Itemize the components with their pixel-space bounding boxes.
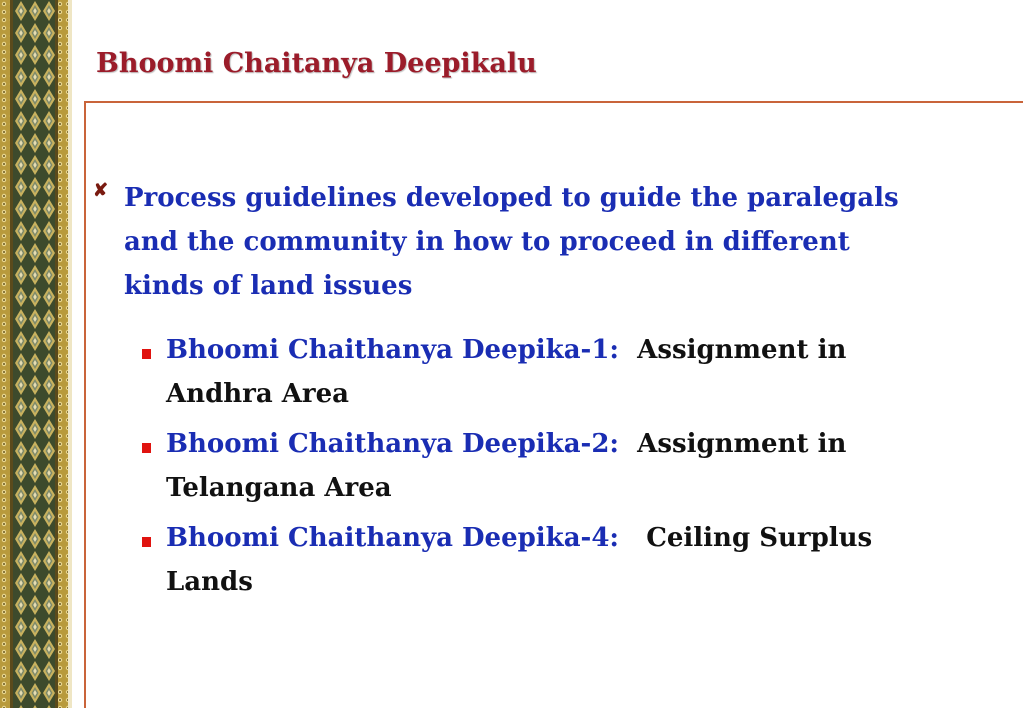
sub-bullet-ref: Bhoomi Chaithanya Deepika-2:	[166, 429, 620, 459]
red-square-icon	[142, 349, 151, 359]
title-divider	[84, 101, 1023, 103]
sub-bullet-ref: Bhoomi Chaithanya Deepika-1:	[166, 335, 620, 365]
left-divider	[84, 101, 86, 708]
sub-bullet-desc: Assignment in Telangana Area	[166, 429, 847, 503]
main-bullet-point	[93, 176, 938, 308]
sub-bullet-ref: Bhoomi Chaithanya Deepika-4:	[166, 523, 620, 553]
main-bullet-text: Process guidelines developed to guide the paralegals and the community in how to proceed in different kinds of land issues	[124, 183, 899, 301]
sub-bullet-list	[136, 328, 936, 610]
sub-bullet-desc: Assignment in Andhra Area	[166, 335, 847, 409]
sub-bullet-item	[136, 516, 936, 604]
red-square-icon	[142, 443, 151, 453]
x-mark-icon: ✘	[93, 180, 109, 201]
slide-title: Bhoomi Chaitanya Deepikalu	[96, 48, 537, 79]
sub-bullet-item	[136, 422, 936, 510]
red-square-icon	[142, 537, 151, 547]
woven-border-decoration	[0, 0, 72, 708]
sub-bullet-desc: Ceiling Surplus Lands	[166, 523, 873, 597]
sub-bullet-item	[136, 328, 936, 416]
